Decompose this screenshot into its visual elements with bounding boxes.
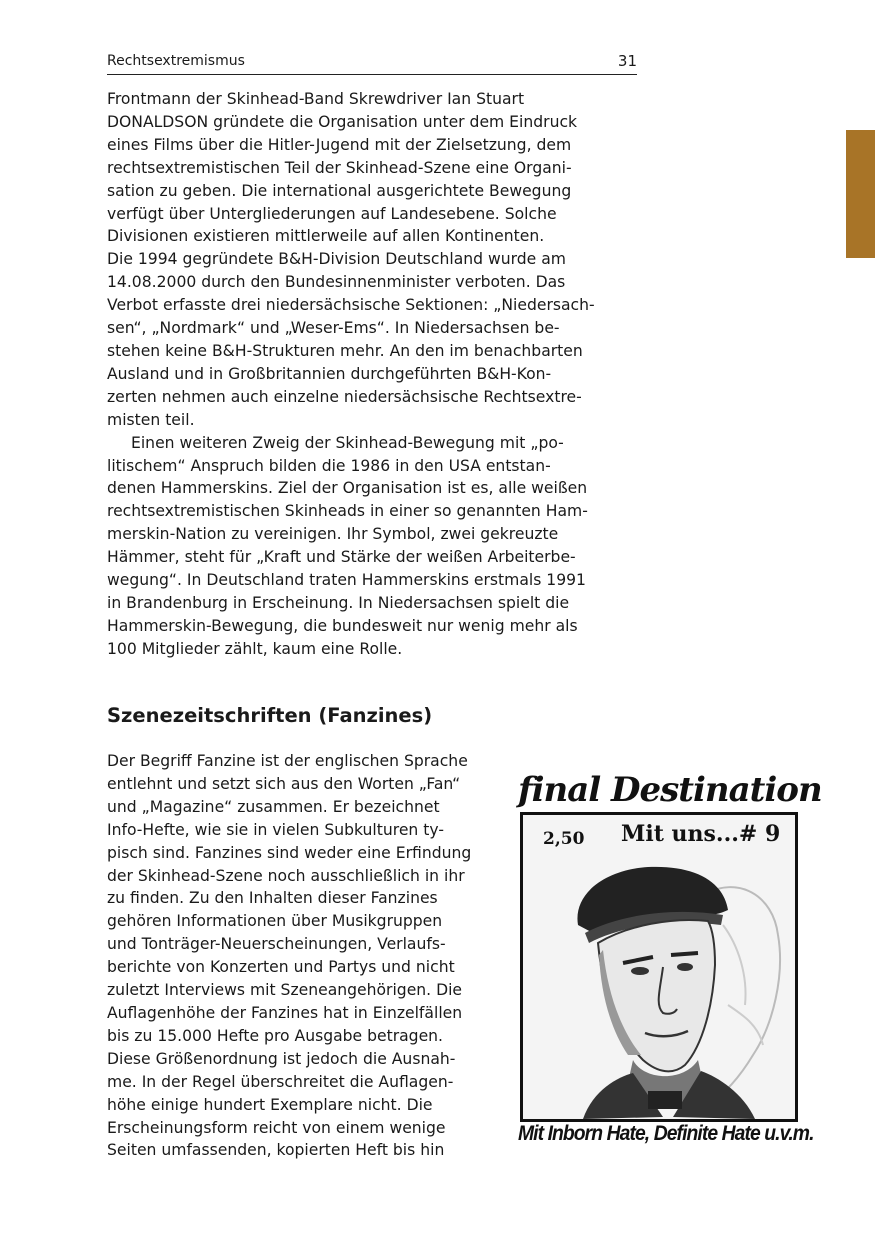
- text-line: merskin-Nation zu vereinigen. Ihr Symbol, zwei gekreuzte: [107, 525, 559, 544]
- text-line: sen“, „Nordmark“ und „Weser-Ems“. In Niedersachsen be-: [107, 319, 560, 338]
- text-line: Divisionen existieren mittlerweile auf allen Kontinenten.: [107, 227, 545, 246]
- text-line: bis zu 15.000 Hefte pro Ausgabe betragen.: [107, 1026, 444, 1045]
- text-line: stehen keine B&H-Strukturen mehr. An den im benachbarten: [107, 341, 583, 360]
- text-line: Verbot erfasste drei niedersächsische Sektionen: „Niedersach-: [107, 296, 595, 315]
- text-line: 14.08.2000 durch den Bundesinnenminister verboten. Das: [107, 273, 566, 292]
- text-line: zu finden. Zu den Inhalten dieser Fanzines: [107, 889, 438, 908]
- cover-issue: Mit uns...# 9: [621, 821, 781, 847]
- text-line: denen Hammerskins. Ziel der Organisation ist es, alle weißen: [107, 479, 588, 498]
- thumb-index-tab: [846, 130, 875, 258]
- text-line: Seiten umfassenden, kopierten Heft bis hin: [107, 1141, 445, 1160]
- text-line: zuletzt Interviews mit Szeneangehörigen. Die: [107, 981, 463, 1000]
- text-line: Einen weiteren Zweig der Skinhead-Bewegung mit „po-: [131, 433, 564, 452]
- text-line: und „Magazine“ zusammen. Er bezeichnet: [107, 797, 440, 816]
- text-line: litischem“ Anspruch bilden die 1986 in den USA entstan-: [107, 456, 551, 475]
- text-line: höhe einige hundert Exemplare nicht. Die: [107, 1095, 433, 1114]
- text-line: wegung“. In Deutschland traten Hammerskins erstmals 1991: [107, 571, 586, 590]
- section-heading: Szenezeitschriften (Fanzines): [107, 704, 433, 727]
- text-line: Hämmer, steht für „Kraft und Stärke der weißen Arbeiterbe-: [107, 548, 576, 567]
- text-line: entlehnt und setzt sich aus den Worten „Fan“: [107, 774, 461, 793]
- cover-bottom-text: Mit Inborn Hate, Definite Hate u.v.m.: [518, 1122, 814, 1145]
- text-line: pisch sind. Fanzines sind weder eine Erfindung: [107, 843, 472, 862]
- text-line: verfügt über Untergliederungen auf Landesebene. Solche: [107, 204, 557, 223]
- text-line: Die 1994 gegründete B&H-Division Deutschland wurde am: [107, 250, 566, 269]
- text-line: Frontmann der Skinhead-Band Skrewdriver Ian Stuart: [107, 90, 525, 108]
- text-line: Der Begriff Fanzine ist der englischen Sprache: [107, 752, 468, 770]
- text-line: berichte von Konzerten und Partys und nicht: [107, 958, 455, 977]
- text-line: Diese Größenordnung ist jedoch die Ausnah-: [107, 1049, 456, 1068]
- text-line: gehören Informationen über Musikgruppen: [107, 912, 443, 931]
- body-text: [107, 88, 637, 661]
- text-line: Auflagenhöhe der Fanzines hat in Einzelfällen: [107, 1003, 463, 1022]
- page-header: [107, 52, 637, 75]
- text-line: Erscheinungsform reicht von einem wenige: [107, 1118, 446, 1137]
- cover-frame: [520, 812, 798, 1122]
- text-line: Info-Hefte, wie sie in vielen Subkulturen ty-: [107, 820, 444, 839]
- text-line: Ausland und in Großbritannien durchgeführten B&H-Kon-: [107, 364, 552, 383]
- text-line: und Tonträger-Neuerscheinungen, Verlaufs-: [107, 935, 446, 954]
- text-line: sation zu geben. Die international ausgerichtete Bewegung: [107, 181, 572, 200]
- text-line: misten teil.: [107, 410, 195, 429]
- section-text: [107, 750, 512, 1162]
- text-line: rechtsextremistischen Skinheads in einer so genannten Ham-: [107, 502, 588, 521]
- running-title: Rechtsextremismus: [107, 53, 245, 69]
- text-line: in Brandenburg in Erscheinung. In Niedersachsen spielt die: [107, 593, 570, 612]
- text-line: Hammerskin-Bewegung, die bundesweit nur wenig mehr als: [107, 616, 578, 635]
- portrait-illustration: [523, 855, 795, 1119]
- text-line: rechtsextremistischen Teil der Skinhead-Szene eine Organi-: [107, 158, 572, 177]
- text-line: der Skinhead-Szene noch ausschließlich in ihr: [107, 866, 465, 885]
- cover-title: final Destination: [518, 770, 822, 810]
- text-line: 100 Mitglieder zählt, kaum eine Rolle.: [107, 639, 403, 658]
- text-line: eines Films über die Hitler-Jugend mit der Zielsetzung, dem: [107, 135, 572, 154]
- text-line: me. In der Regel überschreitet die Auflagen-: [107, 1072, 454, 1091]
- page-number: 31: [617, 52, 637, 70]
- fanzine-cover-figure: [518, 770, 822, 1162]
- text-line: DONALDSON gründete die Organisation unter dem Eindruck: [107, 112, 578, 131]
- text-line: zerten nehmen auch einzelne niedersächsische Rechtsextre-: [107, 387, 582, 406]
- cover-price: 2,50: [543, 829, 585, 849]
